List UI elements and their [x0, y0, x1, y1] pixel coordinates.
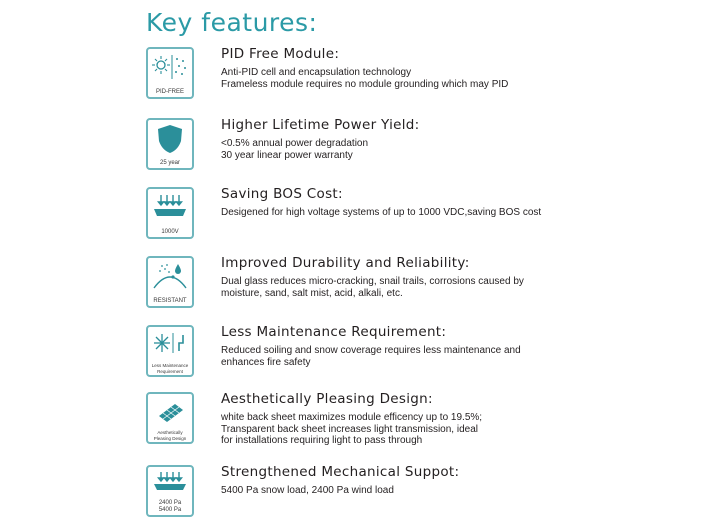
- feature-pid-free: [146, 47, 696, 109]
- feature-heading: Improved Durability and Reliability:: [221, 255, 470, 271]
- feature-heading: Saving BOS Cost:: [221, 186, 343, 202]
- feature-mechanical-support: [146, 465, 696, 527]
- weather-resistant-icon: [146, 256, 194, 308]
- icon-caption: 1000V: [161, 229, 179, 235]
- icon-caption: RESISTANT: [153, 298, 187, 304]
- solar-panel-icon: [146, 392, 194, 444]
- feature-bos-cost: [146, 187, 696, 249]
- icon-caption: Less Maintenance Requirement: [151, 363, 189, 374]
- feature-heading: Higher Lifetime Power Yield:: [221, 117, 420, 133]
- snowflake-fire-icon: [146, 325, 194, 377]
- feature-lifetime-power: [146, 118, 696, 180]
- feature-heading: Strengthened Mechanical Suppot:: [221, 464, 460, 480]
- feature-description: Dual glass reduces micro-cracking, snail trails, corrosions caused by moisture, sand, salt mist, acid, alkali, etc.: [221, 276, 524, 299]
- feature-description: Reduced soiling and snow coverage requires less maintenance and enhances fire safety: [221, 345, 521, 368]
- feature-description: 5400 Pa snow load, 2400 Pa wind load: [221, 485, 394, 496]
- voltage-arrows-icon: [146, 187, 194, 239]
- feature-heading: PID Free Module:: [221, 46, 340, 62]
- feature-description: Desigened for high voltage systems of up to 1000 VDC,saving BOS cost: [221, 207, 542, 218]
- pid-free-icon: [146, 47, 194, 99]
- feature-description: Anti-PID cell and encapsulation technology Frameless module requires no module grounding which may PID: [221, 67, 509, 90]
- icon-caption: 25 year: [159, 160, 180, 166]
- load-arrows-icon: [146, 465, 194, 517]
- icon-caption: PID-FREE: [155, 89, 184, 95]
- feature-maintenance: [146, 325, 696, 387]
- icon-caption: Aesthetically Pleasing Design: [153, 430, 187, 441]
- feature-heading: Aesthetically Pleasing Design:: [221, 391, 433, 407]
- feature-durability: [146, 256, 696, 318]
- feature-heading: Less Maintenance Requirement:: [221, 324, 447, 340]
- icon-caption: 2400 Pa 5400 Pa: [158, 500, 182, 513]
- feature-design: [146, 392, 696, 454]
- page-title: Key features:: [146, 8, 318, 37]
- feature-description: white back sheet maximizes module efficency up to 19.5%; Transparent back sheet increases light transmission, ideal for installations requiring light to pass through: [221, 412, 483, 446]
- shield-icon: [146, 118, 194, 170]
- feature-description: <0.5% annual power degradation 30 year linear power warranty: [221, 138, 369, 161]
